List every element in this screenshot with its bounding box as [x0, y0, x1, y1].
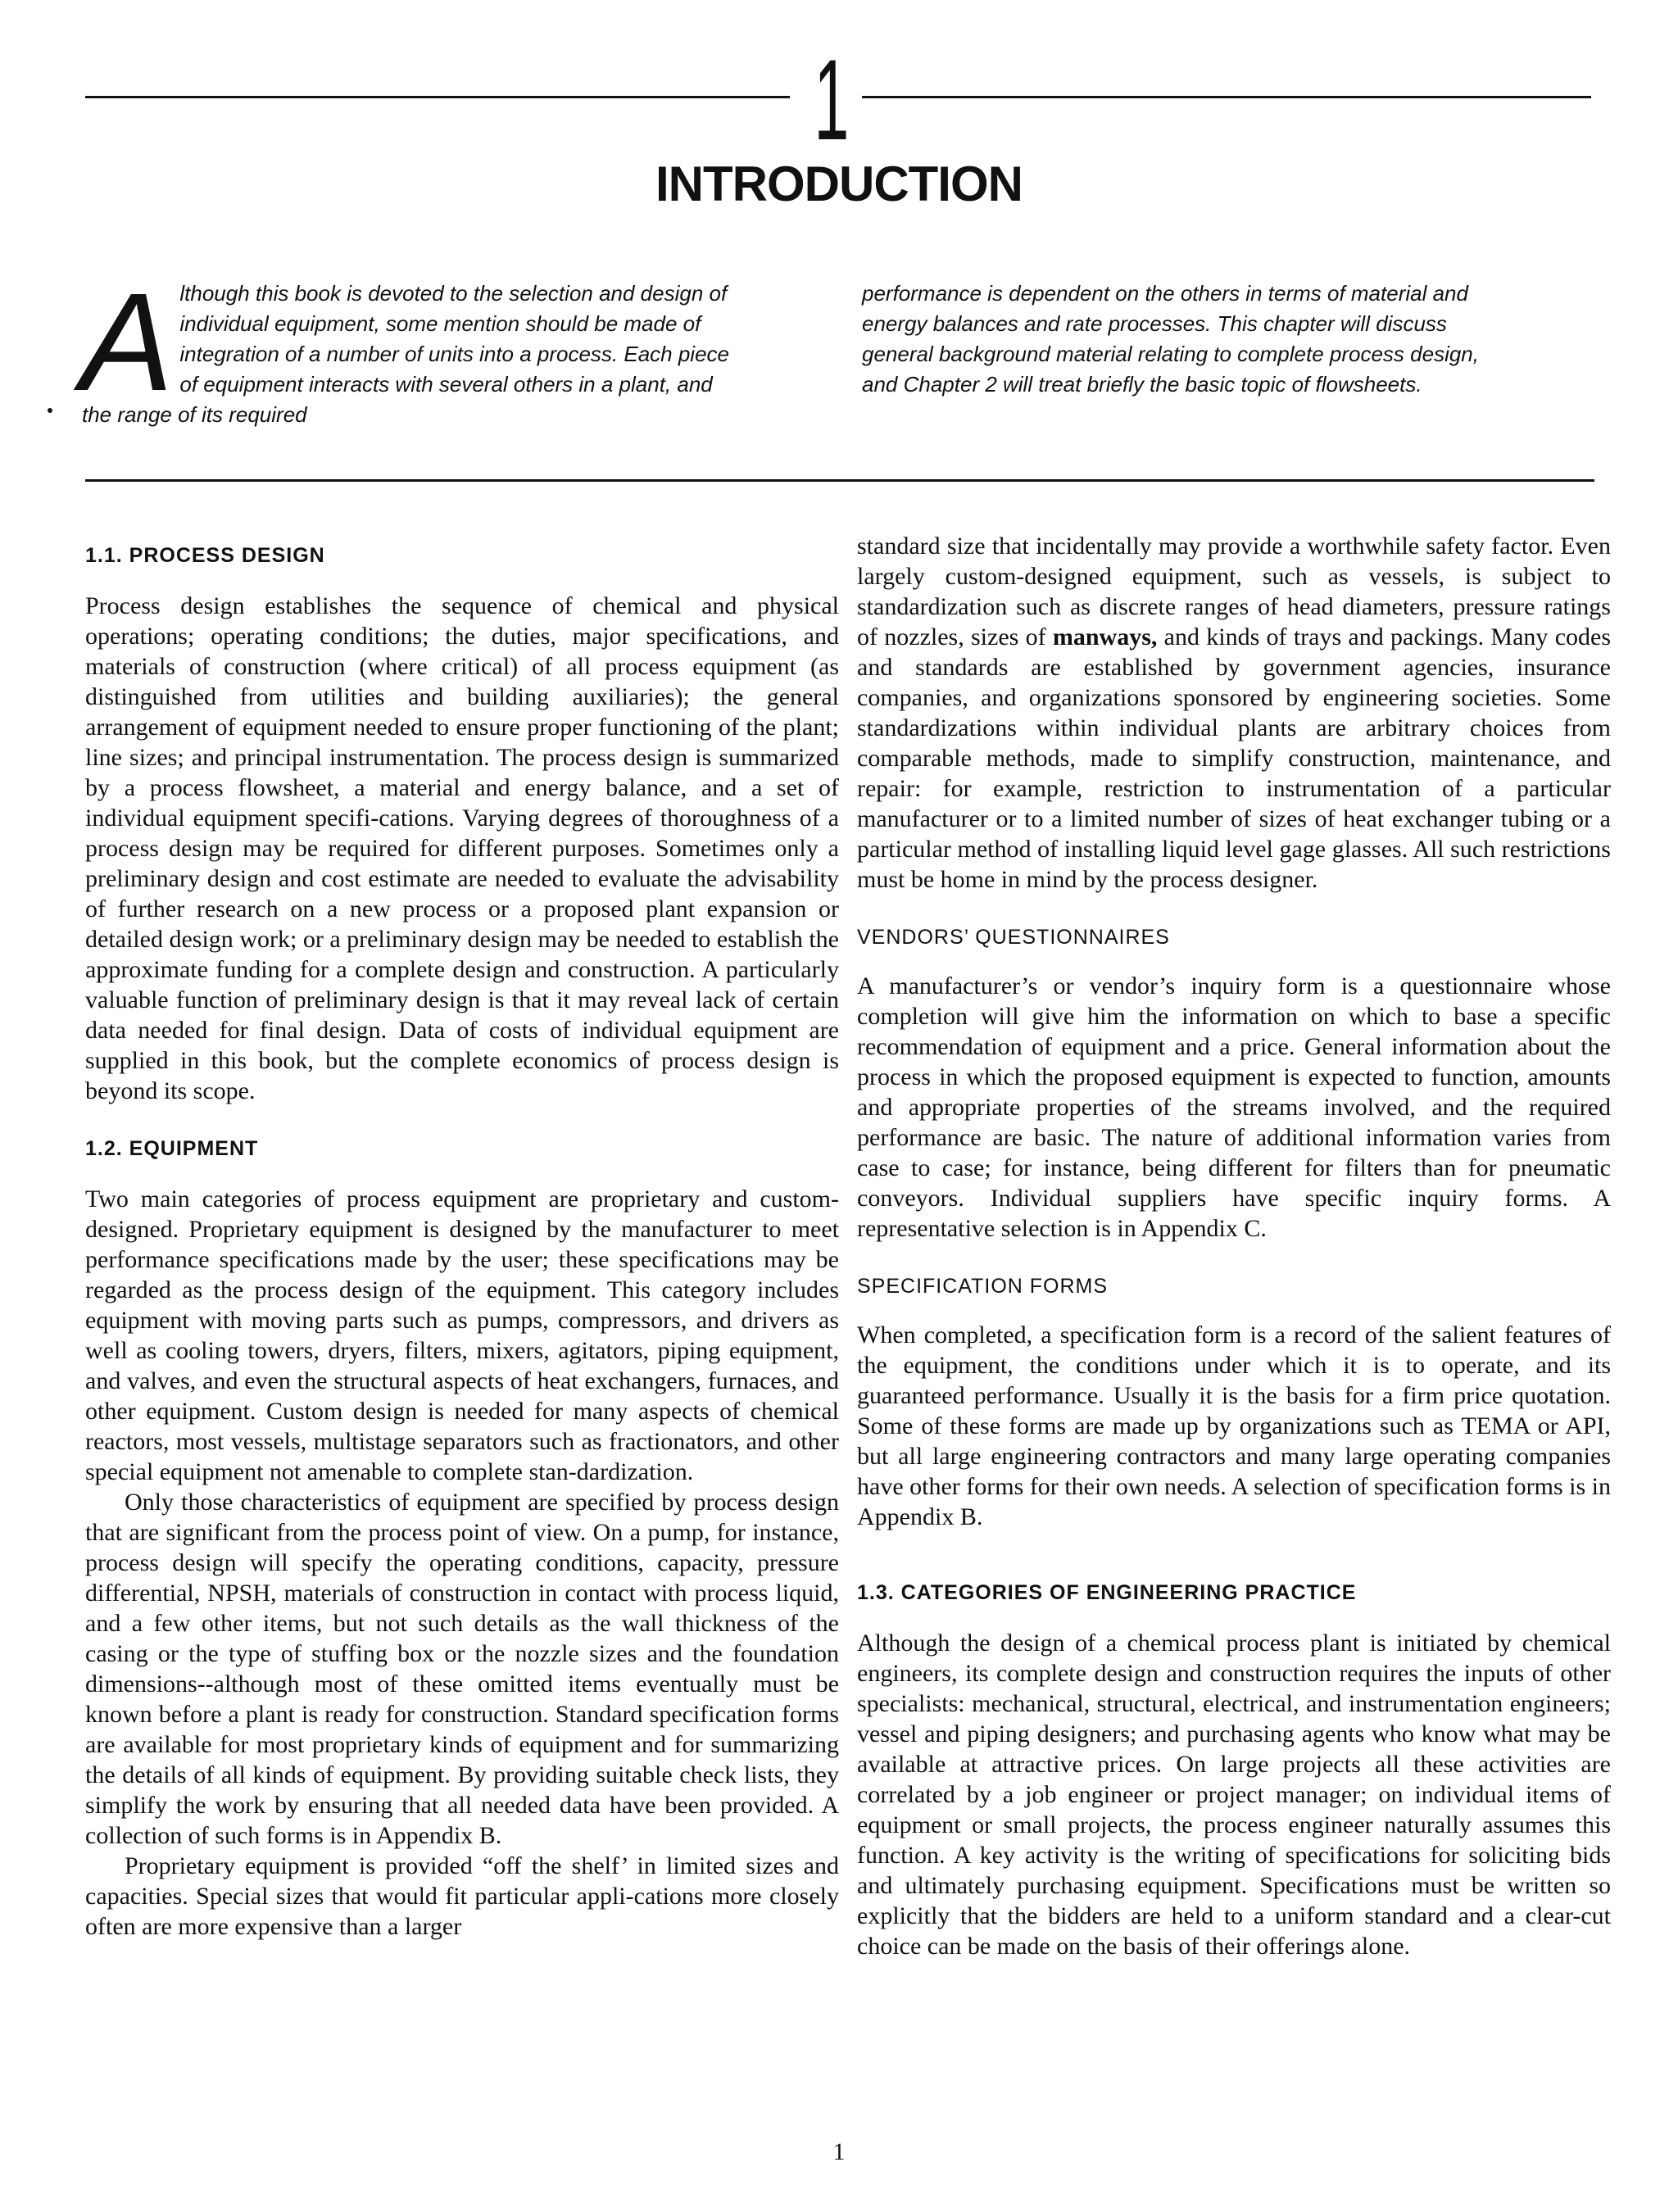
process-design-paragraph: Process design establishes the sequence of chemical and physical operations; operating conditions; the duties, major specifications, and materials of construction (where critical) of all process equipment (as distinguished from utilities and building auxiliaries); the general arrangement of equipment needed to ensure proper functioning of the plant; line sizes; and principal instrumentation. The process design is summarized by a process flowsheet, a material and energy balance, and a set of individual equipment specifi-cations. Varying degrees of thoroughness of a process design may be required for different purposes. Sometimes only a preliminary design and cost estimate are needed to evaluate the advisability of further research on a new process or a proposed plant expansion or detailed design work; or a preliminary design may be needed to establish the approximate funding for a complete design and construction. A particularly valuable function of preliminary design is that it may reveal lack of certain data needed for final design. Data of costs of individual equipment are supplied in this book, but the complete economics of process design is beyond its scope.	[85, 592, 839, 1104]
header-rule-right	[862, 96, 1591, 98]
intro-left-text: lthough this book is devoted to the selection and design of individual equipment, some mention should be made of integration of a number of units into a process. Each piece of equipment interacts with several others in a plant, and the range of its required	[82, 281, 730, 427]
categories-paragraph: Although the design of a chemical process plant is initiated by chemical engineers, its complete design and construction requires the inputs of other specialists: mechanical, structural, electrical, and instrumentation engineers; vessel and piping designers; and purchasing agents who know what may be available at attractive prices. On large projects all these activities are correlated by a job engineer or project manager; on individual items of equipment or small projects, the process engineer naturally assumes this function. A key activity is the writing of specifications for soliciting bids and ultimately purchasing equipment. Specifications must be written so explicitly that the bidders are held to a uniform standard and a clear-cut choice can be made on the basis of their offerings alone.	[857, 1630, 1611, 1960]
chapter-number: 1	[814, 35, 850, 164]
spec-forms-paragraph: When completed, a specification form is a record of the salient features of the equipment, the conditions under which it is to operate, and its guaranteed performance. Usually it is the basis for a firm price quotation. Some of these forms are made up by organizations such as TEMA or API, but all large engineering contractors and many large operating companies have other forms for their own needs. A selection of specification forms is in Appendix B.	[857, 1321, 1611, 1530]
chapter-title: INTRODUCTION	[655, 156, 1023, 211]
intro-right-text: performance is dependent on the others in terms of material and energy balances and rate processes. This chapter will discuss general background material relating to complete process design, and Chapter 2 will treat briefly the basic topic of flowsheets.	[862, 281, 1479, 397]
drop-cap: A	[80, 265, 174, 420]
equipment-paragraph-3-continued	[857, 531, 1611, 895]
vendors-paragraph: A manufacturer’s or vendor’s inquiry form is a questionnaire whose completion will give him the information on which to base a specific recommendation of equipment and a price. General information about the process in which the proposed equipment is expected to function, amounts and appropriate properties of the streams involved, and the required performance are basic. The nature of additional information varies from case to case; for instance, being different for filters than for pneumatic conveyors. Individual suppliers have specific inquiry forms. A representative selection is in Appendix C.	[857, 972, 1611, 1242]
equipment-paragraph-3: Proprietary equipment is provided “off the shelf’ in limited sizes and capacities. Special sizes that would fit particular appli-cations more closely often are more expensive than a larger	[85, 1852, 839, 1940]
right-column	[857, 531, 1611, 1961]
equipment-paragraph-2: Only those characteristics of equipment are specified by process design that are significant from the process point of view. On a pump, for instance, process design will specify the operating conditions, capacity, pressure differential, NPSH, materials of construction in contact with process liquid, and a few other items, but not such details as the wall thickness of the casing or the type of stuffing box or the nozzle sizes and the foundation dimensions--although most of these omitted items eventually must be known before a plant is ready for construction. Standard specification forms are available for most proprietary kinds of equipment and for summarizing the details of all kinds of equipment. By providing suitable check lists, they simplify the work by ensuring that all needed data have been provided. A collection of such forms is in Appendix B.	[85, 1489, 839, 1849]
header-rule-left	[85, 96, 790, 98]
bold-term: manways,	[1052, 623, 1158, 650]
stray-mark	[48, 408, 52, 413]
page-number: 1	[832, 2138, 846, 2165]
subheading-vendors: VENDORS’ QUESTIONNAIRES	[857, 926, 1170, 949]
intro-right	[862, 279, 1517, 400]
subheading-spec-forms: SPECIFICATION FORMS	[857, 1275, 1109, 1298]
section-heading-process-design: 1.1. PROCESS DESIGN	[85, 544, 325, 567]
section-heading-equipment: 1.2. EQUIPMENT	[85, 1137, 259, 1160]
section-heading-categories: 1.3. CATEGORIES OF ENGINEERING PRACTICE	[857, 1581, 1357, 1604]
intro-bottom-rule	[85, 479, 1594, 482]
equipment-paragraph-1: Two main categories of process equipment are proprietary and custom-designed. Proprietary equipment is designed by the manufacturer to meet performance specifications made by the user; these specifications may be regarded as the process design of the equipment. This category includes equipment with moving parts such as pumps, compressors, and drivers as well as cooling towers, dryers, filters, mixers, agitators, piping equipment, and valves, and even the structural aspects of heat exchangers, furnaces, and other equipment. Custom design is needed for many aspects of chemical reactors, most vessels, multistage separators such as fractionators, and other special equipment not amenable to complete stan-dardization.	[85, 1185, 839, 1485]
continued-text-end: and kinds of trays and packings. Many codes and standards are established by government agencies, insurance companies, and organizations sponsored by engineering societies. Some standardizations within individual plants are arbitrary choices from comparable methods, made to simplify construction, maintenance, and repair: for example, restriction to instrumentation of a particular manufacturer or to a limited number of sizes of heat exchanger tubing or a particular method of installing liquid level gage glasses. All such restrictions must be home in mind by the process designer.	[857, 623, 1611, 893]
continued-text: standard size that incidentally may provide a worthwhile safety factor. Even largely custom-designed equipment, such as vessels, is subject to standardization such as discrete ranges of head diameters, pressure ratings of nozzles, sizes of	[857, 533, 1611, 650]
left-column	[85, 541, 839, 1942]
intro-left	[80, 265, 737, 430]
